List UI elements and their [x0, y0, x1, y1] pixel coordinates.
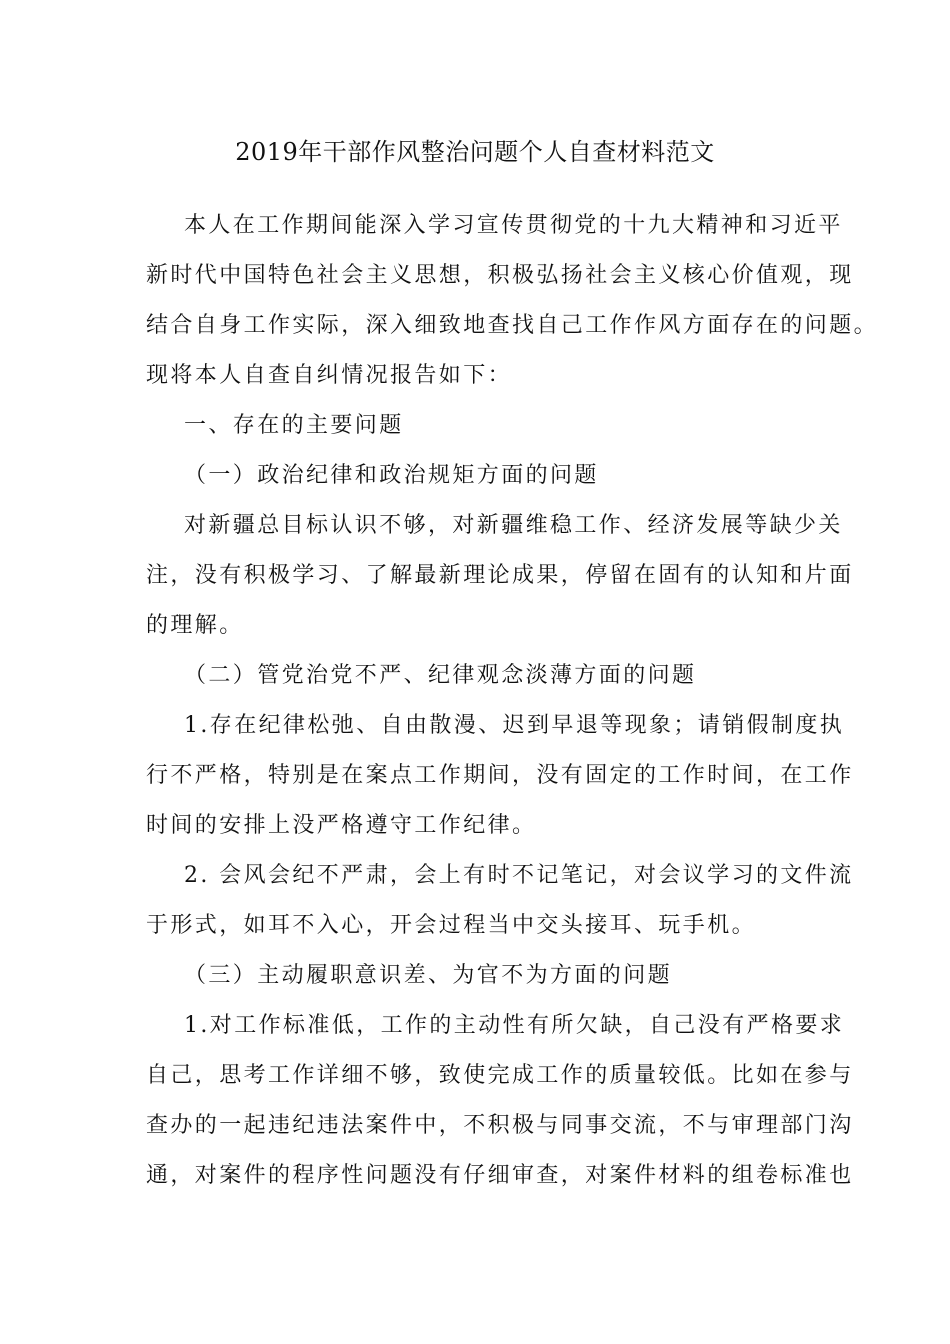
body-text-line: 对新疆总目标认识不够，对新疆维稳工作、经济发展等缺少关 — [184, 513, 843, 538]
body-text-line: （三）主动履职意识差、为官不为方面的问题 — [184, 963, 673, 988]
body-text-line: 自己，思考工作详细不够，致使完成工作的质量较低。比如在参与 — [146, 1063, 854, 1088]
body-text-line: 本人在工作期间能深入学习宣传贯彻党的十九大精神和习近平 — [184, 213, 843, 238]
body-text-line: 结合自身工作实际，深入细致地查找自己工作作风方面存在的问题。 — [146, 313, 879, 338]
body-text-line: 新时代中国特色社会主义思想，积极弘扬社会主义核心价值观，现 — [146, 263, 854, 288]
body-text-line: 时间的安排上没严格遵守工作纪律。 — [146, 813, 537, 838]
body-text-line: 2. 会风会纪不严肃，会上有时不记笔记，对会议学习的文件流 — [184, 863, 854, 888]
document-title: 2019年干部作风整治问题个人自查材料范文 — [235, 138, 715, 166]
body-text-line: 查办的一起违纪违法案件中，不积极与同事交流，不与审理部门沟 — [146, 1113, 854, 1138]
document-body — [146, 206, 879, 1206]
body-text-line: 一、存在的主要问题 — [184, 413, 404, 438]
body-text-line: 通，对案件的程序性问题没有仔细审查，对案件材料的组卷标准也 — [146, 1163, 854, 1188]
body-text-line: 现将本人自查自纠情况报告如下： — [146, 363, 513, 388]
body-text-line: 1.对工作标准低，工作的主动性有所欠缺，自己没有严格要求 — [184, 1013, 845, 1038]
body-text-line: 的理解。 — [146, 613, 244, 638]
body-text-line: 行不严格，特别是在案点工作期间，没有固定的工作时间，在工作 — [146, 763, 854, 788]
body-text-line: （二）管党治党不严、纪律观念淡薄方面的问题 — [184, 663, 697, 688]
body-text-line: （一）政治纪律和政治规矩方面的问题 — [184, 463, 599, 488]
body-text-line: 1.存在纪律松弛、自由散漫、迟到早退等现象；请销假制度执 — [184, 713, 845, 738]
body-text-line: 注，没有积极学习、了解最新理论成果，停留在固有的认知和片面 — [146, 563, 854, 588]
body-text-line: 于形式，如耳不入心，开会过程当中交头接耳、玩手机。 — [146, 913, 757, 938]
